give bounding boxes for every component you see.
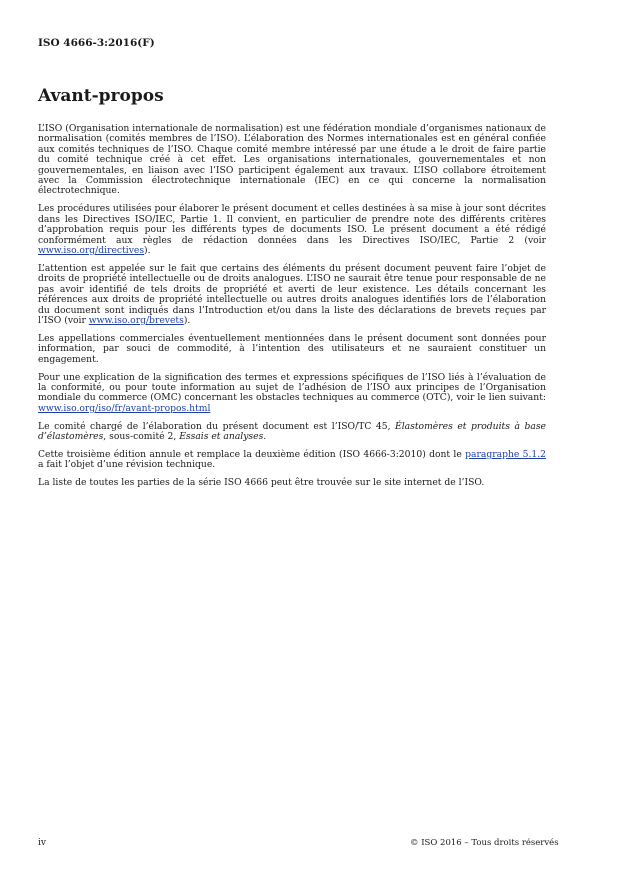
paragraph-procedures-text: Les procédures utilisées pour élaborer le présent document et celles destinées à sa mise à jour sont décrites dans les Directives ISO/IEC, Partie 1. Il convient, en particulier de prendre note des différents critères d’approbation requis pour les différents types de documents ISO. Le présent document a été rédigé conformément aux règles de rédaction données dans les Directives ISO/IEC, Partie 2 (voir (38, 203, 546, 246)
foreword-link[interactable]: www.iso.org/iso/fr/avant-propos.html (38, 402, 211, 414)
paragraph-committee-text-a: Le comité chargé de l’élaboration du présent document est l’ISO/TC 45, (38, 420, 396, 432)
paragraph-trade-names: Les appellations commerciales éventuellement mentionnées dans le présent document sont données pour information, par souci de commodité, à l’intention des utilisateurs et ne sauraient constituer un engagement. (38, 332, 546, 365)
paragraph-patent-rights-end: ). (183, 314, 191, 326)
paragraph-conformity (38, 373, 546, 415)
paragraph-conformity-text: Pour une explication de la signification des termes et expressions spécifiques de l’ISO liés à l’évaluation de la conformité, ou pour toute information au sujet de l’adhésion de l’ISO aux principes de l’Organisation mondiale du commerce (OMC) concernant les obstacles techniques au commerce (OTC), voir le lien suivant: (38, 371, 546, 404)
paragraph-committee-text-c: . (263, 431, 267, 443)
patents-link[interactable]: www.iso.org/brevets (88, 314, 184, 326)
directives-link[interactable]: www.iso.org/directives (38, 244, 145, 256)
copyright-notice: © ISO 2016 – Tous droits réservés (410, 838, 559, 848)
paragraph-iso-intro: L’ISO (Organisation internationale de normalisation) est une fédération mondiale d’organismes nationaux de normalisation (comités membres de l’ISO). L’élaboration des Normes internationales est en général confiée aux comités techniques de l’ISO. Chaque comité membre intéressé par une étude a le droit de faire partie du comité technique créé à cet effet. Les organisations internationales, gouvernementales et non gouvernementales, en liaison avec l’ISO participent également aux travaux. L’ISO collabore étroitement avec la Commission électrotechnique internationale (IEC) en ce qui concerne la normalisation électrotechnique. (38, 123, 546, 197)
document-id-header: ISO 4666-3:2016(F) (38, 37, 155, 49)
subcommittee-title: Essais et analyses (179, 431, 264, 443)
paragraph-committee-text-b: , sous-comité 2, (103, 431, 180, 443)
paragraph-edition-text-b: a fait l’objet d’une révision technique. (38, 459, 216, 471)
paragraph-edition-text-a: Cette troisième édition annule et remplace la deuxième édition (ISO 4666-3:2010) dont le (38, 448, 466, 460)
document-body (38, 124, 546, 496)
page-number: iv (38, 838, 46, 848)
committee-title: Élastomères et produits à base d’élastomères (38, 420, 546, 443)
paragraph-procedures-end: ). (144, 244, 151, 256)
paragraph-edition (38, 450, 546, 471)
paragraph-patent-rights-text: L’attention est appelée sur le fait que certains des éléments du présent document peuvent faire l’objet de droits de propriété intellectuelle ou de droits analogues. L’ISO ne saurait être tenue pour responsable de ne pas avoir identifié de tels droits de propriété et averti de leur existence. Les détails concernant les références aux droits de propriété intellectuelle ou autres droits analogues identifiés lors de l’élaboration du document sont indiqués dans l’Introduction et/ou dans la liste des déclarations de brevets reçues par l’ISO (voir (38, 262, 546, 326)
paragraph-procedures (38, 204, 546, 256)
paragraph-series-list: La liste de toutes les parties de la série ISO 4666 peut être trouvée sur le site internet de l’ISO. (38, 477, 485, 489)
page-title: Avant-propos (38, 86, 164, 106)
paragraph-patent-rights (38, 264, 546, 326)
clause-link[interactable]: paragraphe 5.1.2 (465, 448, 547, 460)
paragraph-committee (38, 422, 546, 443)
